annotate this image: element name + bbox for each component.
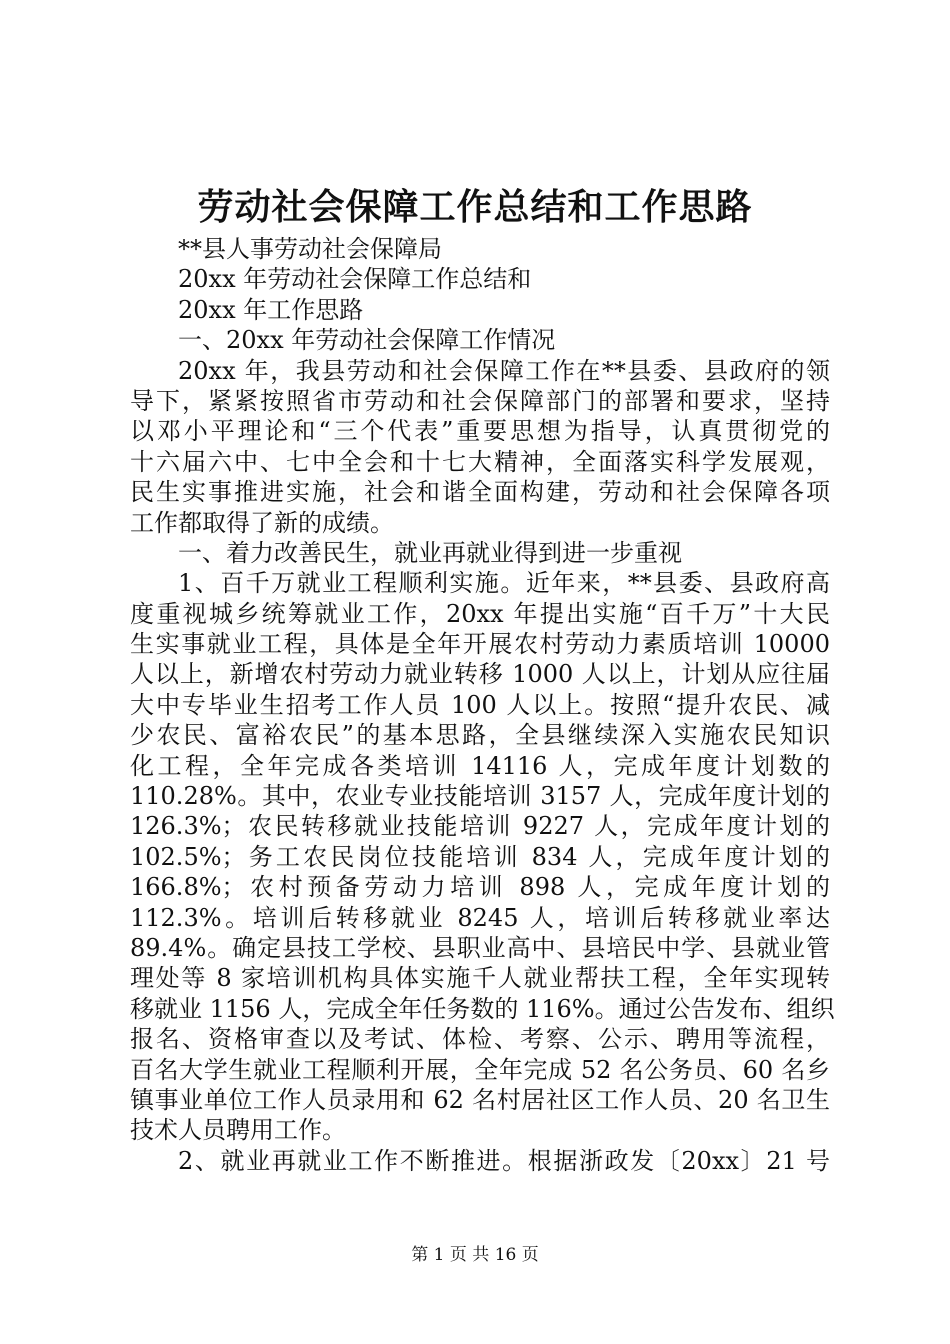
text-line: 导下，紧紧按照省市劳动和社会保障部门的部署和要求，坚持 [130,386,830,415]
text-line: 化工程，全年完成各类培训 14116 人，完成年度计划数的 [130,751,830,780]
text-line: 20xx 年劳动社会保障工作总结和 [178,265,532,294]
text-line: 89.4%。确定县技工学校、县职业高中、县培民中学、县就业管 [130,933,830,962]
text-line: 大中专毕业生招考工作人员 100 人以上。按照“提升农民、减 [130,690,830,719]
document-body [130,234,835,1176]
text-line: 110.28%。其中，农业专业技能培训 3157 人，完成年度计划的 [130,782,830,811]
text-line: 112.3%。培训后转移就业 8245 人，培训后转移就业率达 [130,903,830,932]
text-line: 以邓小平理论和“三个代表”重要思想为指导，认真贯彻党的 [130,417,830,446]
text-line: 报名、资格审查以及考试、体检、考察、公示、聘用等流程， [130,1025,830,1054]
text-line: 生实事就业工程，具体是全年开展农村劳动力素质培训 10000 [130,630,830,659]
text-line: 126.3%；农民转移就业技能培训 9227 人，完成年度计划的 [130,812,830,841]
page-footer: 第 1 页 共 16 页 [411,1245,539,1265]
text-line: 1、百千万就业工程顺利实施。近年来，**县委、县政府高 [178,569,830,598]
text-line: 移就业 1156 人，完成全年任务数的 116%。通过公告发布、组织 [130,994,835,1023]
text-line: 理处等 8 家培训机构具体实施千人就业帮扶工程，全年实现转 [130,964,830,993]
text-line: 人以上，新增农村劳动力就业转移 1000 人以上，计划从应往届 [130,660,830,689]
text-line: 20xx 年工作思路 [178,295,364,324]
text-line: 166.8%；农村预备劳动力培训 898 人，完成年度计划的 [130,873,830,902]
text-line: 工作都取得了新的成绩。 [130,508,394,537]
text-line: 民生实事推进实施，社会和谐全面构建，劳动和社会保障各项 [130,478,830,507]
text-line: 一、着力改善民生，就业再就业得到进一步重视 [178,538,682,567]
text-line: 度重视城乡统筹就业工作，20xx 年提出实施“百千万”十大民 [130,599,830,628]
text-line: 镇事业单位工作人员录用和 62 名村居社区工作人员、20 名卫生 [130,1085,830,1114]
text-line: 102.5%；务工农民岗位技能培训 834 人，完成年度计划的 [130,842,830,871]
text-line: 2、就业再就业工作不断推进。根据浙政发〔20xx〕21 号 [178,1146,830,1175]
text-line: 十六届六中、七中全会和十七大精神，全面落实科学发展观， [130,447,830,476]
text-line: **县人事劳动社会保障局 [178,235,442,263]
document-title: 劳动社会保障工作总结和工作思路 [197,186,753,228]
text-line: 一、20xx 年劳动社会保障工作情况 [178,326,556,355]
text-line: 20xx 年，我县劳动和社会保障工作在**县委、县政府的领 [178,356,830,385]
text-line: 少农民、富裕农民”的基本思路，全县继续深入实施农民知识 [130,721,830,750]
text-line: 技术人员聘用工作。 [130,1116,346,1145]
text-line: 百名大学生就业工程顺利开展，全年完成 52 名公务员、60 名乡 [130,1055,830,1084]
